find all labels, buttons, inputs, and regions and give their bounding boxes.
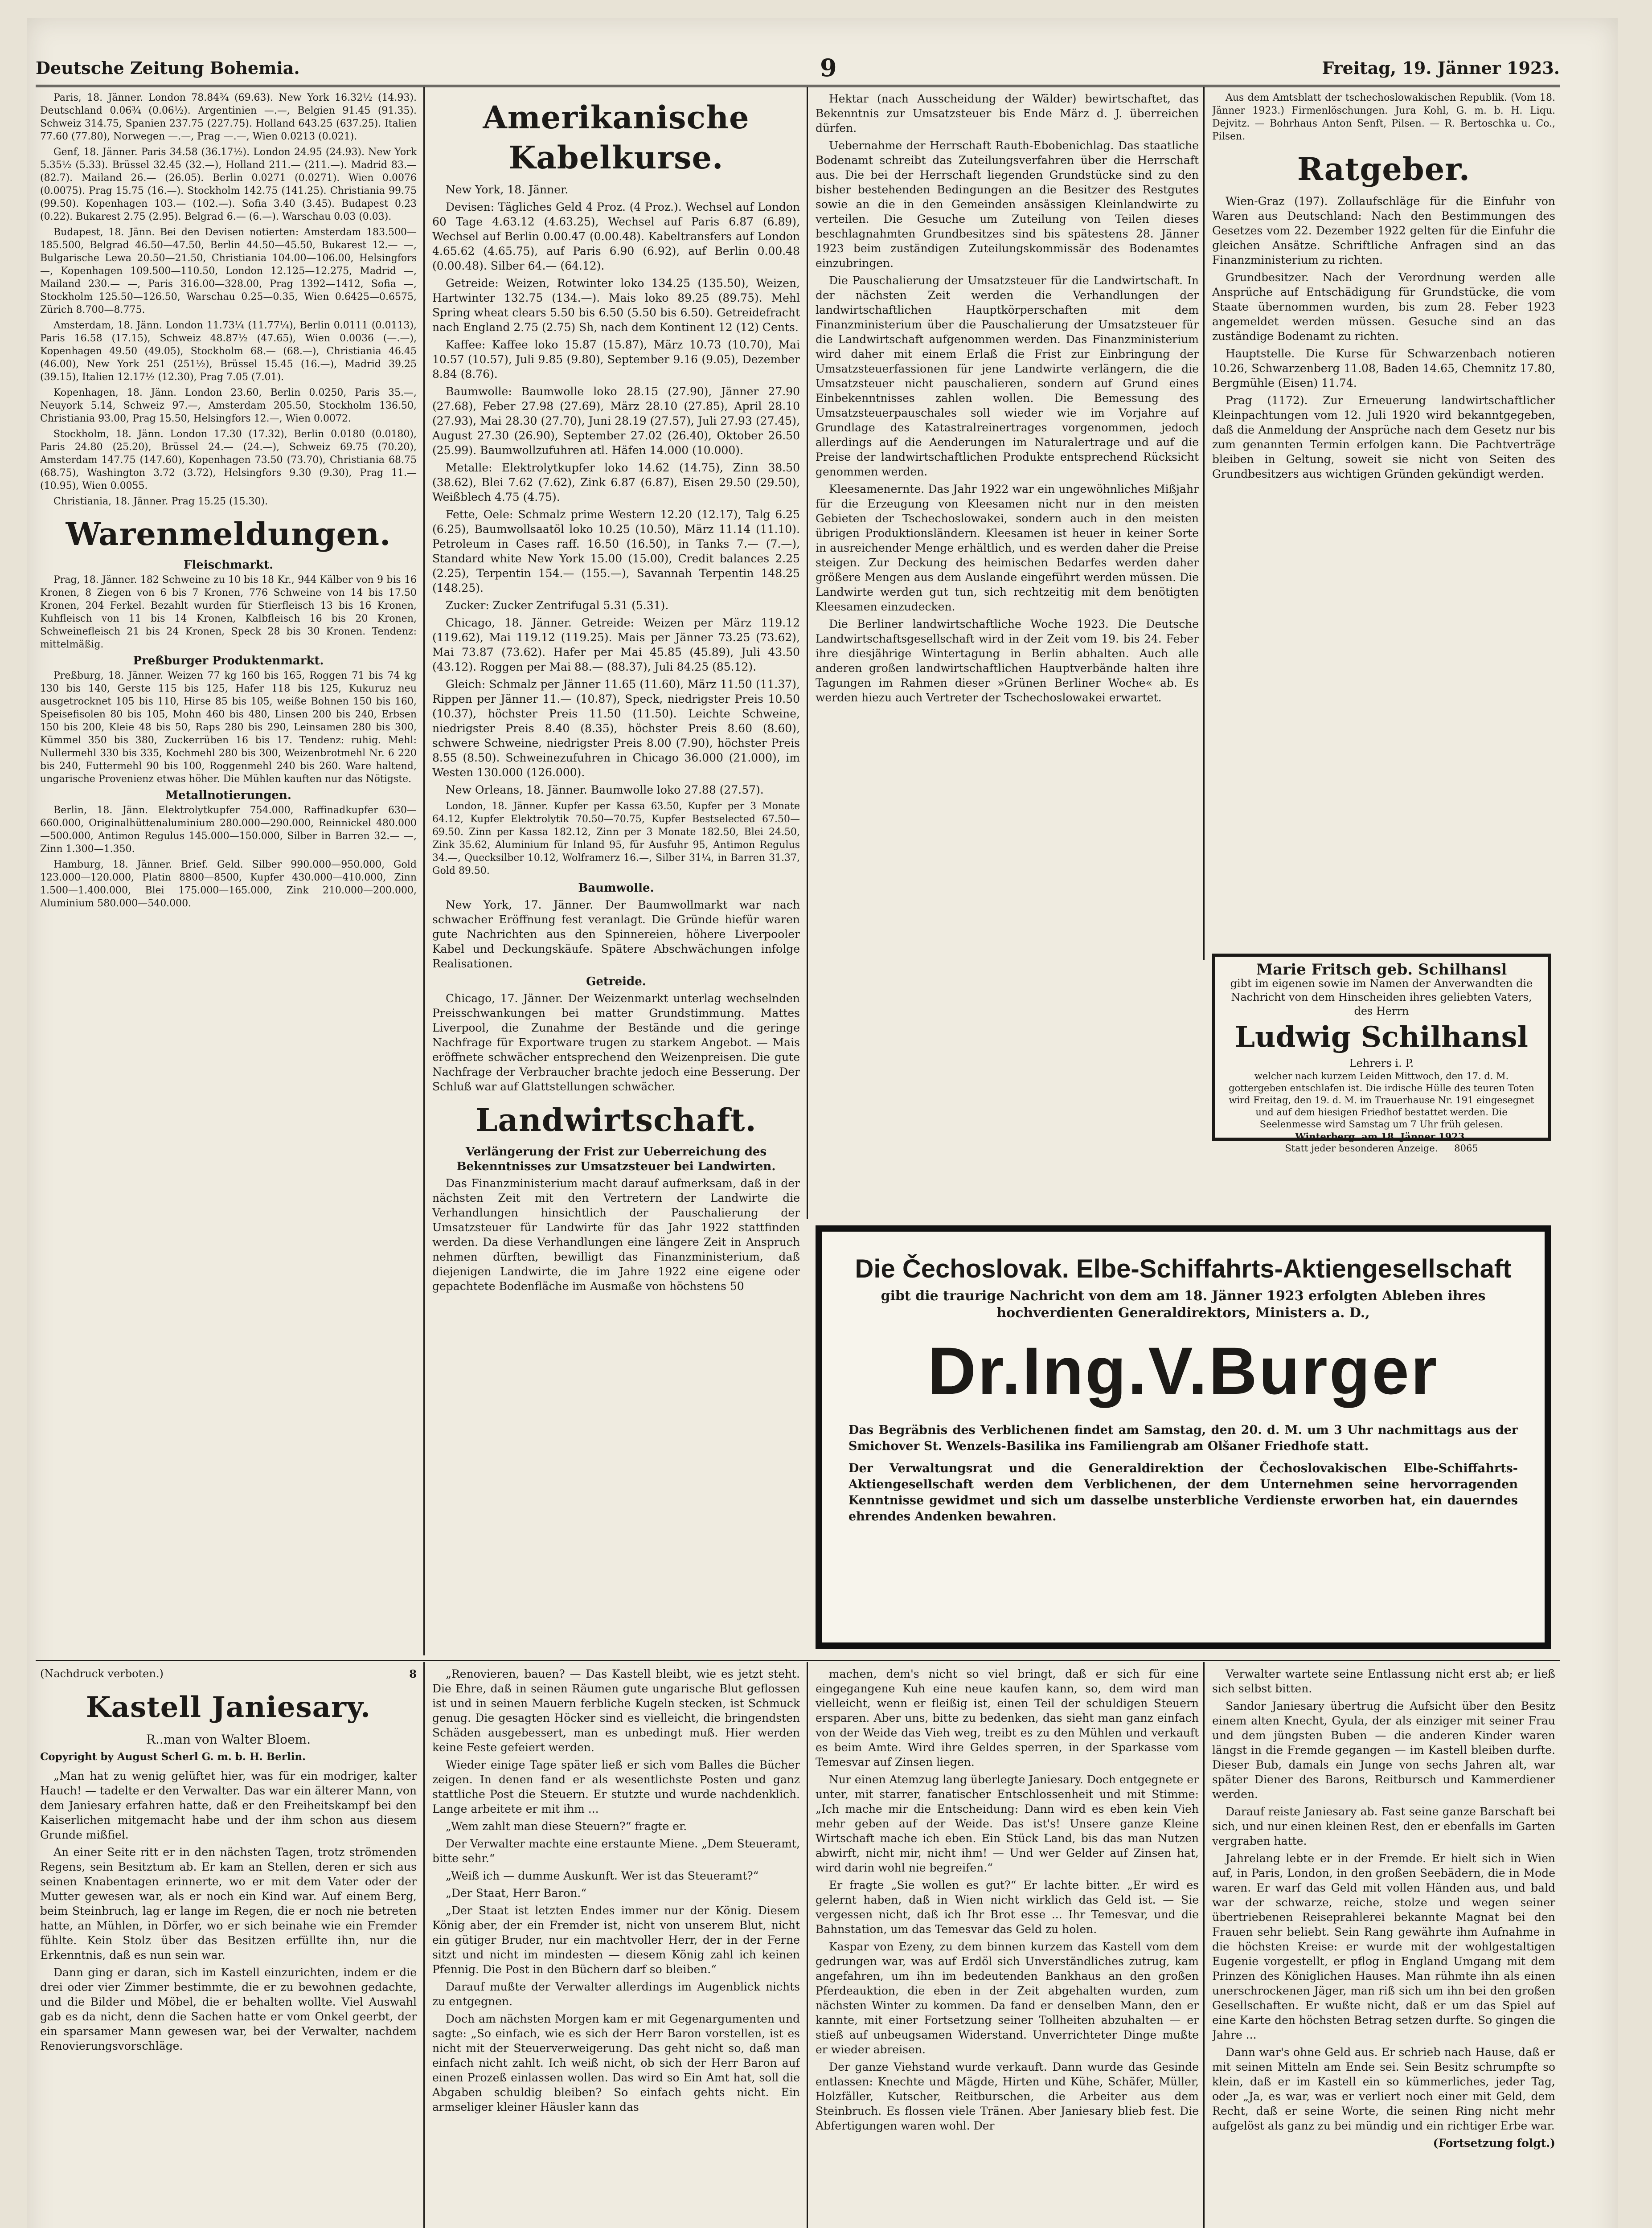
notice-text: gibt im eigenen sowie im Namen der Anverwandten die Nachricht von dem Hinscheiden ihres geliebten Vaters, des Herrn — [1230, 977, 1533, 1017]
article-paragraph: Gleich: Schmalz per Jänner 11.65 (11.60), März 11.50 (11.37), Rippen per Jänner 11.— (10.87), Speck, niedrigster Preis 10.50 (10.37), höchster Preis 11.50 (11.50). Leichte Schweine, niedrigster Preis 8.40 (8.35), höchster Preis 8.60 (8.60), schwere Schweine, niedrigster Preis 8.00 (7.90), höchster Preis 8.55 (8.50). Schweinezufuhren in Chicago 36.000 (21.000), im Westen 130.000 (126.000). — [432, 678, 800, 779]
story-paragraph: Der ganze Viehstand wurde verkauft. Dann wurde das Gesinde entlassen: Knechte und Mägde, Hirten und Kühe, Schäfer, Müller, Holzfäller, Kutscher, Reitburschen, die Arbeiter aus dem Steinbruch. Es flossen viele Tränen. Aber Janiesary blieb fest. Die Abfertigungen waren wohl. Der — [816, 2060, 1199, 2132]
article-paragraph: Devisen: Tägliches Geld 4 Proz. (4 Proz.). Wechsel auf London 60 Tage 4.63.12 (4.63.25), Wechsel auf Paris 6.87 (6.89), Wechsel auf Berlin 0.00.47 (0.00.48). Kabeltransfers auf London 4.65.62 (4.65.75), auf Paris 6.90 (6.92), auf Berlin 0.00.48 (0.00.48). Silber 64.— (64.12). — [432, 201, 800, 272]
continuation-note: (Fortsetzung folgt.) — [1433, 2137, 1555, 2150]
installment-number: 8 — [409, 1667, 417, 1680]
story-paragraph: Sandor Janiesary übertrug die Aufsicht über den Besitz einem alten Knecht, Gyula, der als einziger mit seiner Frau und dem jüngsten Buben — die anderen Kinder waren längst in die Fremde gegangen — im Kastell bleiben durfte. Dieser Bub, damals ein Junge von sechs Jahren alt, war später Diener des Barons, Reitbursch und Kammerdiener werden. — [1212, 1700, 1555, 1801]
article-paragraph: Kaffee: Kaffee loko 15.87 (15.87), März 10.73 (10.70), Mai 10.57 (10.57), Juli 9.85 (9.80), September 9.16 (9.05), Dezember 8.84 (8.76). — [432, 338, 800, 381]
sub-heading: Metallnotierungen. — [165, 789, 291, 802]
reprint-note: (Nachdruck verboten.) — [40, 1667, 164, 1680]
column-1 — [40, 91, 417, 1655]
notice-funeral: Das Begräbnis des Verblichenen findet am Samstag, den 20. d. M. um 3 Uhr nachmittags aus der Smichover St. Wenzels-Basilika ins Familiengrab am Olšaner Friedhofe statt. — [849, 1423, 1518, 1453]
article-paragraph: Kleesamenernte. Das Jahr 1922 war ein ungewöhnliches Mißjahr für die Erzeugung von Kleesamen nicht nur in den meisten Gebieten der Tschechoslowakei, sondern auch in den meisten übrigen Produktionsländern. Kleesamen ist heuer in keiner Sorte in ausreichender Menge erhältlich, und es werden daher die Preise steigen. Zur Deckung des heimischen Bedarfes werden daher größere Mengen aus dem Auslande eingeführt werden müssen. Die Landwirte werden gut tun, sich rechtzeitig mit dem benötigten Kleesamen einzudecken. — [816, 483, 1199, 613]
column-rule — [807, 1662, 808, 2228]
section-heading: Landwirtschaft. — [476, 1102, 757, 1139]
story-paragraph: machen, dem's nicht so viel bringt, daß er sich für eine eingegangene Kuh eine neue kaufen kann, so, dem wird man vielleicht, wenn er fleißig ist, einen Teil der schuldigen Steuern ersparen. Aber uns, bitte zu bedenken, das sieht man ganz einfach von der Weide das Vieh weg, treibt es zu den Mühlen und verkauft es beim Amte. Wird ihre Geldes sperren, in der Sparkasse vom Temesvar auf Zinsen liegen. — [816, 1667, 1199, 1769]
article-paragraph: Baumwolle: Baumwolle loko 28.15 (27.90), Jänner 27.90 (27.68), Feber 27.98 (27.69), März 28.10 (27.85), April 28.10 (27.93), Mai 28.30 (27.70), Juni 28.19 (27.57), Juli 27.93 (27.45), August 27.30 (26.90), September 27.02 (26.40), Oktober 26.50 (25.99). Baumwollzufuhren atl. Häfen 14.000 (10.000). — [432, 385, 800, 457]
article-paragraph: Metalle: Elektrolytkupfer loko 14.62 (14.75), Zinn 38.50 (38.62), Blei 7.62 (7.62), Zink 6.87 (6.87), Eisen 29.50 (29.50), Weißblech 4.75 (4.75). — [432, 461, 800, 504]
section-heading: Amerikanische Kabelkurse. — [483, 99, 750, 176]
column-rule — [423, 1662, 425, 2228]
copyright-line: Copyright by August Scherl G. m. b. H. Berlin. — [40, 1751, 306, 1763]
story-paragraph: An einer Seite ritt er in den nächsten Tagen, trotz strömenden Regens, sein Besitztum ab. Er kam an Stellen, deren er sich aus seinen Knabentagen erinnerte, wo er mit dem Vater oder der Mutter gewesen war, als er noch ein Kind war. Auf einem Berg, beim Steinbruch, lag er lange im Regen, die er noch nie betreten hatte, an Mühlen, in Dörfer, wo er sich beinahe wie ein Fremder fühlte. Kein Stolz über das Besitzen erfüllte ihn, nur die Erkenntnis, daß es nun sein war. — [40, 1846, 417, 1962]
article-paragraph: Fette, Oele: Schmalz prime Western 12.20 (12.17), Talg 6.25 (6.25), Baumwollsaatöl loko 10.25 (10.50), März 11.14 (11.10). Petroleum in Cases raff. 16.50 (16.50), in Tanks 7.— (7.—), Standard white New York 15.00 (15.00), Credit balances 2.25 (2.25), Terpentin 154.— (155.—), Savannah Terpentin 148.25 (148.25). — [432, 508, 800, 594]
sub-heading: Baumwolle. — [578, 881, 654, 895]
feuilleton-column-4 — [1212, 1667, 1555, 2228]
exchange-christiania: Christiania, 18. Jänner. Prag 15.25 (15.30). — [53, 496, 268, 507]
story-paragraph: Verwalter wartete seine Entlassung nicht erst ab; er ließ sich selbst bitten. — [1212, 1667, 1555, 1695]
story-paragraph: „Renovieren, bauen? — Das Kastell bleibt, wie es jetzt steht. Die Ehre, daß in seinen Räumen gute ungarische Blut geflossen ist und in seinen Mauern ferbliche Kugeln stecken, ist Schmuck genug. Die gesagten Höcker sind es vielleicht, die bringendsten Schäden ausgebessert, man es unbedingt muß. Hier werden keine Feste gefeiert werden. — [432, 1667, 800, 1754]
article-paragraph: Wien-Graz (197). Zollaufschläge für die Einfuhr von Waren aus Deutschland: Nach den Bestimmungen des Gesetzes vom 22. Dezember 1922 gelten für die Einfuhr die gleichen Ansätze. Schriftliche Anfragen sind an das Finanzministerium zu richten. — [1212, 195, 1555, 266]
story-paragraph: Darauf mußte der Verwalter allerdings im Augenblick nichts zu entgegnen. — [432, 1980, 800, 2008]
article-paragraph: Getreide: Weizen, Rotwinter loko 134.25 (135.50), Weizen, Hartwinter 132.75 (134.—). Mais loko 89.25 (89.75). Mehl Spring wheat clears 5.50 bis 6.50 (5.50 bis 6.50). Getreidefracht nach England 2.75 (2.75) Sh, nach dem Kontinent 12 (12) Cents. — [432, 277, 800, 334]
exchange-budapest: Budapest, 18. Jänn. Bei den Devisen notierten: Amsterdam 183.500—185.500, Belgrad 46.50—47.50, Berlin 44.50—45.50, Bukarest 12.— —, Bulgarische Lewa 20.50—21.50, Christiania 104.00—106.00, Helsingfors —, Kopenhagen 109.500—110.50, London 12.125—12.275, Madrid —, Mailand 230.— —, Paris 316.00—328.00, Prag 1392—1412, Sofia —, Stockholm 125.50—126.50, Warschau 0.25—0.35, Wien 0.6425—0.6575, Zürich 8.700—8.775. — [40, 227, 417, 315]
story-paragraph: Kaspar von Ezeny, zu dem binnen kurzem das Kastell vom dem gedrungen war, was auf Erdöl sich Unverständliches zutrug, kam angefahren, um ihn im bedeutenden Bankhaus an den großen Pferdeauktion, die eben in der Zeit abgehalten wurden, zum nächsten Winter zu kommen. Da fand er denselben Mann, den er kannte, mit einer Fortsetzung seiner Tollheiten abzuhalten — er stieß auf unbeugsamen Widerstand. Unverrichteter Dinge mußte er wieder abreisen. — [816, 1940, 1199, 2056]
article-paragraph: Grundbesitzer. Nach der Verordnung werden alle Ansprüche auf Entschädigung für Grundstücke, die vom Staate übernommen wurden, bis zum 28. Feber 1923 angemeldet werden müssen. Gesuche sind an das zuständige Bodenamt zu richten. — [1212, 271, 1555, 343]
article-paragraph: Hektar (nach Ausscheidung der Wälder) bewirtschaftet, das Bekenntnis zur Umsatzsteuer bis Ende März d. J. überreichen dürfen. — [816, 92, 1199, 135]
notice-note-text: Statt jeder besonderen Anzeige. — [1285, 1143, 1438, 1154]
story-paragraph: „Der Staat ist letzten Endes immer nur der König. Diesem König aber, der ein Fremder ist, nicht von unserem Blut, nicht ein gütiger Bruder, nur ein machtvoller Herr, der in der Ferne sitzt und nicht im mindesten — diesem König zahl ich keinen Pfennig. Die Post in den Büchern darf so bleiben.“ — [432, 1904, 800, 1976]
column-rule — [423, 87, 425, 1655]
notice-organization: Die Čechoslovak. Elbe-Schiffahrts-Aktiengesellschaft — [855, 1254, 1512, 1283]
sub-heading: Verlängerung der Frist zur Ueberreichung des Bekenntnisses zur Umsatzsteuer bei Landwirten. — [456, 1145, 776, 1173]
section-heading: Warenmeldungen. — [66, 516, 391, 553]
article-paragraph: Prag, 18. Jänner. 182 Schweine zu 10 bis 18 Kr., 944 Kälber von 9 bis 16 Kronen, 8 Ziegen von 6 bis 7 Kronen, 776 Schweine von 14 bis 17.50 Kronen, 204 Ferkel. Bezahlt wurden für Stierfleisch 13 bis 16 Kronen, Kuhfleisch von 11 bis 14 Kronen, Kalbfleisch 16 bis 20 Kronen, Schweinefleisch 21 bis 24 Kronen, Speck 28 bis 30 Kronen. Tendenz: mittelmäßig. — [40, 574, 417, 650]
article-paragraph: Preßburg, 18. Jänner. Weizen 77 kg 160 bis 165, Roggen 71 bis 74 kg 130 bis 140, Gerste 115 bis 125, Hafer 118 bis 125, Kukuruz neu ausgetrocknet 105 bis 110, Hirse 85 bis 105, weiße Bohnen 150 bis 160, Speisefisolen 80 bis 105, Mohn 460 bis 480, Linsen 200 bis 240, Erbsen 150 bis 200, Kleie 48 bis 50, Raps 280 bis 290, Leinsamen 280 bis 300, Kümmel 350 bis 380, Zuckerrüben 16 bis 17. Tendenz: ruhig. Mehl: Nullermehl 330 bis 335, Kochmehl 280 bis 300, Weizenbrotmehl Nr. 6 220 bis 240, Futtermehl 90 bis 100, Roggenmehl 240 bis 260. Ware haltend, ungarische Provenienz etwas höher. Die Mühlen kauften nur das Nötigste. — [40, 670, 417, 785]
article-paragraph: London, 18. Jänner. Kupfer per Kassa 63.50, Kupfer per 3 Monate 64.12, Kupfer Elektrolytik 70.50—70.75, Kupfer Bestselected 67.50—69.50. Zinn per Kassa 182.12, Zinn per 3 Monate 182.50, Blei 24.50, Zink 35.62, Aluminium für Inland 95, für Ausfuhr 95, Antimon Regulus 34.—, Quecksilber 10.12, Wolframerz 16.—, Silber 31¼, in Barren 31.37, Gold 89.50. — [432, 801, 800, 876]
article-paragraph: Hauptstelle. Die Kurse für Schwarzenbach notieren 10.26, Schwarzenberg 11.08, Baden 14.65, Chemnitz 17.80, Bergmühle (Eisen) 11.74. — [1212, 347, 1555, 389]
story-paragraph: Er fragte „Sie wollen es gut?“ Er lachte bitter. „Er wird es gelernt haben, daß in Wien nicht wirklich das Geld ist. — Sie vergessen nicht, daß ich Ihr Brot esse ... Ihr Temesvar, und die Bahnstation, um das Temesvar das Geld zu holen. — [816, 1879, 1199, 1936]
feuilleton-byline: R..man von Walter Bloem. — [146, 1732, 311, 1747]
paper-name: Deutsche Zeitung Bohemia. — [36, 58, 300, 78]
article-paragraph: Hamburg, 18. Jänner. Brief. Geld. Silber 990.000—950.000, Gold 123.000—120.000, Platin 8800—8500, Kupfer 430.000—410.000, Zinn 1.500—1.400.000, Blei 175.000—165.000, Zink 210.000—200.000, Aluminium 580.000—540.000. — [40, 859, 417, 909]
feuilleton-column-3 — [816, 1667, 1199, 2228]
article-paragraph: Uebernahme der Herrschaft Rauth-Ebobenichlag. Das staatliche Bodenamt schreibt das Zuteilungsverfahren über die Herrschaft aus. Die bei der Herrschaft liegenden Grundstücke sind zu den bisher bestehenden Bedingungen an die Besitzer des Restgutes sowie an die in den Gemeinden ansässigen Kleinlandwirte zu verteilen. Die Gesuche um Zuteilung von Teilen dieses beschlagnahmten Grundbesitzes sind bis spätestens 28. Jänner 1923 beim zuständigen Zuteilungskommissär des Bodenamtes einzubringen. — [816, 139, 1199, 270]
page-header — [36, 49, 1560, 87]
issue-date: Freitag, 19. Jänner 1923. — [1322, 58, 1560, 78]
story-paragraph: „Wem zahlt man diese Steuern?“ fragte er. — [446, 1820, 687, 1833]
article-paragraph: Prag (1172). Zur Erneuerung landwirtschaftlicher Kleinpachtungen vom 12. Juli 1920 wird bekanntgegeben, daß die Anmeldung der Ansprüche nach dem Gesetz nur bis zum genannten Termin erfolgen kann. Die Pachtverträge bleiben in Geltung, soweit sie nicht von Seiten des Grundbesitzers aus wichtigen Gründen gekündigt werden. — [1212, 394, 1555, 480]
article-paragraph: New Orleans, 18. Jänner. Baumwolle loko 27.88 (27.57). — [446, 783, 764, 796]
article-paragraph: Chicago, 17. Jänner. Der Weizenmarkt unterlag wechselnden Preisschwankungen bei matter Grundstimmung. Mattes Liverpool, die Zunahme der Bestände und die geringe Nachfrage für Exportware trugen zu starkem Angebot. — Mais eröffnete schwächer entsprechend den Weizenpreisen. Die gute Nachfrage der Verbraucher brachte jedoch eine Besserung. Der Schluß war auf Glattstellungen schwächer. — [432, 992, 800, 1093]
column-2 — [432, 91, 800, 1655]
page-number: 9 — [820, 53, 837, 82]
story-paragraph: Jahrelang lebte er in der Fremde. Er hielt sich in Wien auf, in Paris, London, in den großen Seebädern, die in Mode waren. Er warf das Geld mit vollen Händen aus, und bald war der schwarze, reiche, stolze und wegen seiner übertriebenen Reiseprahlerei bekannte Magnat bei den Frauen sehr beliebt. Sein Rang gewährte ihm Aufnahme in die höchsten Kreise: er wurde mit der wohlgestaltigen Eugenie vorgestellt, er pflog in England Umgang mit dem Prinzen des Königlichen Hauses. Man rühmte ihn als einen unerschrockenen Jäger, man riß sich um ihn bei den großen Gesellschaften. Er wußte nicht, daß er um das Spiel auf eine Karte den höchsten Betrag setzen durfte. So gingen die Jahre ... — [1212, 1852, 1555, 2041]
story-paragraph: Darauf reiste Janiesary ab. Fast seine ganze Barschaft bei sich, und nur einen kleinen Rest, den er ebenfalls im Garten vergraben hatte. — [1212, 1805, 1555, 1847]
notice-note — [1225, 1143, 1538, 1155]
article-paragraph: Zucker: Zucker Zentrifugal 5.31 (5.31). — [446, 599, 669, 612]
article-paragraph: Die Berliner landwirtschaftliche Woche 1923. Die Deutsche Landwirtschaftsgesellschaft wird in der Zeit vom 19. bis 24. Feber ihre diesjährige Wintertagung in Berlin abhalten. Auch alle anderen großen landwirtschaftlichen Hauptverbände halten ihre Tagungen im Rahmen dieser »Grünen Berliner Woche« ab. Es werden hiezu auch Vertreter der Tschechoslowakei erwartet. — [816, 618, 1199, 704]
deceased-name: Ludwig Schilhansl — [1235, 1020, 1528, 1054]
article-paragraph: Berlin, 18. Jänn. Elektrolytkupfer 754.000, Raffinadkupfer 630—660.000, Originalhüttenaluminium 280.000—290.000, Reinnickel 480.000—500.000, Antimon Regulus 145.000—150.000, Silber in Barren 32.— —, Zinn 1.300—1.350. — [40, 805, 417, 855]
exchange-kopenhagen: Kopenhagen, 18. Jänn. London 23.60, Berlin 0.0250, Paris 35.—, Neuyork 5.14, Schweiz 97.—, Amsterdam 205.50, Stockholm 136.50, Christiania 93.00, Prag 15.50, Helsingfors 12.—, Wien 0.0072. — [40, 387, 417, 424]
feuilleton-column-1 — [40, 1667, 417, 2228]
notice-heading: Marie Fritsch geb. Schilhansl — [1256, 961, 1507, 979]
sub-heading: Preßburger Produktenmarkt. — [133, 654, 324, 668]
notice-place: Winterberg, am 18. Jänner 1923. — [1295, 1131, 1468, 1142]
feuilleton-title: Kastell Janiesary. — [86, 1691, 371, 1724]
story-paragraph: „Man hat zu wenig gelüftet hier, was für ein modriger, kalter Hauch! — tadelte er den Verwalter. Das war ein älterer Mann, von dem Janiesary erfahren hatte, daß er den Freiheitskampf bei den Kaiserlichen mitgemacht habe und der ihm schon aus diesem Grunde mißfiel. — [40, 1769, 417, 1841]
article-paragraph: Das Finanzministerium macht darauf aufmerksam, daß in der nächsten Zeit mit den Vertretern der Landwirte die Verhandlungen hinsichtlich der Pauschalierung der Umsatzsteuer für Landwirte für das Jahr 1922 stattfinden werden. Da diese Verhandlungen eine längere Zeit in Anspruch nehmen dürften, bewilligt das Finanzministerium, daß diejenigen Landwirte, die im Jahre 1922 eine eigene oder gepachtete Bodenfläche im Ausmaße von höchstens 50 — [432, 1177, 800, 1293]
sub-heading: Getreide. — [586, 975, 646, 988]
notice-code: 8065 — [1454, 1143, 1478, 1154]
obituary-notice-schilhansl — [1212, 954, 1551, 1154]
story-paragraph: Nur einen Atemzug lang überlegte Janiesary. Doch entgegnete er unter, mit starrer, fanatischer Entschlossenheit und mit Stimme: „Ich mache mir die Entscheidung: Dann wird es eben kein Vieh mehr geben auf der Weide. Das ist's! Unsere ganze Kleine Wirtschaft mache ich eben. Ein Stück Land, bis das man Nutzen abwirft, nicht mir, nicht ihm! — Und wer Gelder auf Zinsen hat, wird darin wohl nie begreifen.“ — [816, 1773, 1199, 1874]
exchange-paris: Paris, 18. Jänner. London 78.84¾ (69.63). New York 16.32½ (14.93). Deutschland 0.06¾ (0.06½). Argentinien —.—, Belgien 91.45 (91.35). Schweiz 314.75, Spanien 237.75 (227.75). Holland 643.25 (637.25). Italien 77.60 (77.80), Norwegen —.—, Prag —.—, Wien 0.0213 (0.021). — [40, 92, 417, 142]
story-paragraph: „Weiß ich — dumme Auskunft. Wer ist das Steueramt?“ — [446, 1869, 759, 1882]
section-heading: Ratgeber. — [1297, 151, 1471, 188]
story-paragraph: Der Verwalter machte eine erstaunte Miene. „Dem Steueramt, bitte sehr.“ — [432, 1837, 800, 1865]
section-rule — [36, 1660, 1560, 1661]
article-paragraph: Chicago, 18. Jänner. Getreide: Weizen per März 119.12 (119.62), Mai 119.12 (119.25). Mais per Jänner 73.25 (73.62), Mai 73.87 (73.62). Hafer per Mai 45.85 (45.89), Juli 43.50 (43.12). Roggen per Mai 88.— (88.37), Juli 84.25 (85.12). — [432, 616, 800, 673]
feuilleton-column-2 — [432, 1667, 800, 2228]
sub-heading: Fleischmarkt. — [183, 558, 274, 572]
column-3 — [816, 91, 1199, 1214]
deceased-title: Lehrers i. P. — [1349, 1057, 1414, 1069]
feuilleton-meta — [40, 1667, 417, 1681]
story-paragraph: Wieder einige Tage später ließ er sich vom Balles die Bücher zeigen. In denen fand er als wesentlichste Posten und ganz stattliche Post die Steuern. Er stutzte und wurde nachdenklich. Lange arbeitete er mit ihm ... — [432, 1758, 800, 1815]
article-paragraph: Die Pauschalierung der Umsatzsteuer für die Landwirtschaft. In der nächsten Zeit werden die Verhandlungen der landwirtschaftlichen Hauptkörperschaften mit dem Finanzministerium über die Pauschalierung der Umsatzsteuer für die Landwirtschaft aufgenommen werden. Das Finanzministerium wird daher mit einem Erlaß die Frist zur Einbringung der Umsatzsteuerfassionen für jene Landwirte verlängern, die die Umsatzsteuer nicht pauschalieren, sondern auf Grund eines Einbekenntnisses zahlen wollen. Die Bemessung des Umsatzsteuerpauschales soll wieder wie im Vorjahre auf Grundlage des Katastralreinertrages vorgenommen, jedoch allerdings auf die Aenderungen im Naturalertrage und auf die Preise der landwirtschaftlichen Produkte entsprechend Rücksicht genommen werden. — [816, 274, 1199, 478]
story-paragraph: Doch am nächsten Morgen kam er mit Gegenargumenten und sagte: „So einfach, wie es sich der Herr Baron vorstellen, ist es nicht mit der Steuerverweigerung. Das geht nicht so, daß man einfach nicht zahlt. Ich weiß nicht, ob sich der Herr Baron auf einen Prozeß einlassen wollen. Das wird so Ein Amt hat, soll die Abgaben schuldig bleiben? So einfach gehts nicht. Ein armseliger kleiner Häusler kann das — [432, 2012, 800, 2113]
deceased-name: Dr.Ing.V.Burger — [927, 1333, 1439, 1408]
exchange-genf: Genf, 18. Jänner. Paris 34.58 (36.17½). London 24.95 (24.93). New York 5.35½ (5.33). Brüssel 32.45 (32.—), Holland 211.— (211.—). Madrid 83.— (82.7). Mailand 26.— (26.05). Berlin 0.0271 (0.0271). Wien 0.0076 (0.0075). Prag 15.75 (16.—). Stockholm 142.75 (141.25). Christiania 99.75 (99.50). Kopenhagen 103.— (102.—). Sofia 3.40 (3.45). Budapest 0.23 (0.22). Bukarest 2.75 (2.95). Belgrad 6.— (6.—). Warschau 0.03 (0.03). — [40, 147, 417, 222]
story-paragraph: „Der Staat, Herr Baron.“ — [446, 1887, 587, 1900]
column-rule — [807, 87, 808, 1219]
notice-text: welcher nach kurzem Leiden Mittwoch, den 17. d. M. gottergeben entschlafen ist. Die irdische Hülle des teuren Toten wird Freitag, den 19. d. M. im Trauerhause Nr. 191 eingesegnet und auf dem hiesigen Friedhof bestattet werden. Die Seelenmesse wird Samstag um 7 Uhr früh gelesen. — [1229, 1071, 1534, 1130]
obituary-notice-burger — [816, 1225, 1551, 1649]
notice-closing: Der Verwaltungsrat und die Generaldirektion der Čechoslovakischen Elbe-Schiffahrts-Aktiengesellschaft werden dem Verblichenen, der dem Unternehmen seine hervorragenden Kenntnisse gewidmet und sich um dasselbe unsterbliche Verdienste erworben hat, ein dauerndes ehrendes Andenken bewahren. — [849, 1462, 1518, 1524]
column-rule — [1203, 87, 1205, 960]
notice-text: gibt die traurige Nachricht von dem am 18. Jänner 1923 erfolgten Ableben ihres hochverdienten Generaldirektors, Ministers a. D., — [881, 1288, 1486, 1321]
column-rule — [1203, 1662, 1205, 2228]
exchange-amsterdam: Amsterdam, 18. Jänn. London 11.73¼ (11.77¼), Berlin 0.0111 (0.0113), Paris 16.58 (17.15), Schweiz 48.87½ (47.65), Wien 0.0036 (—.—), Kopenhagen 49.50 (49.05), Stockholm 68.— (68.—), Christiania 46.45 (46.00), New York 251 (251½), Brüssel 15.45 (16.—), Madrid 39.25 (39.15), Italien 12.17½ (12.30), Prag 7.05 (7.01). — [40, 320, 417, 383]
article-paragraph: New York, 17. Jänner. Der Baumwollmarkt war nach schwacher Eröffnung fest veranlagt. Die Gründe hiefür waren gute Nachrichten aus den Spinnereien, höhere Liverpooler Kabel und Deckungskäufe. Spätere Abschwächungen infolge Realisationen. — [432, 898, 800, 970]
column-4 — [1212, 91, 1555, 947]
article-paragraph: Aus dem Amtsblatt der tschechoslowakischen Republik. (Vom 18. Jänner 1923.) Firmenlöschungen. Jura Kohl, G. m. b. H. Liqu. Dejvitz. — Bohrhaus Anton Senft, Pilsen. — R. Bertoschka u. Co., Pilsen. — [1212, 92, 1555, 142]
dateline: New York, 18. Jänner. — [446, 183, 569, 196]
story-paragraph: Dann ging er daran, sich im Kastell einzurichten, indem er die drei oder vier Zimmer bestimmte, die er zu bewohnen gedachte, und die Bilder und Möbel, die er behalten wollte. Viel Auswahl gab es da nicht, denn die Sachen hatte er vom Onkel geerbt, der ein sparsamer Mann gewesen war, bei der Verwalter, nachdem Renovierungsvorschläge. — [40, 1966, 417, 2052]
exchange-stockholm: Stockholm, 18. Jänn. London 17.30 (17.32), Berlin 0.0180 (0.0180), Paris 24.80 (25.20), Brüssel 24.— (24.—), Schweiz 69.75 (70.20), Amsterdam 147.75 (147.60), Kopenhagen 73.50 (73.70), Christiania 68.75 (68.75), Washington 3.72 (3.72), Helsingfors 9.30 (9.30), Prag 11.— (10.95), Wien 0.0055. — [40, 429, 417, 491]
story-paragraph: Dann war's ohne Geld aus. Er schrieb nach Hause, daß er mit seinen Mitteln am Ende sei. Sein Besitz schrumpfte so klein, daß er im Kastell ein so kümmerliches, jeder Tag, oder „Ja, es war, was er verliert noch einer mit Geld, dem Recht, daß er seine Worte, die seinen Ring nicht mehr aufgelöst als ganz zu bei mündig und ein richtiger Erbe war. — [1212, 2046, 1555, 2132]
